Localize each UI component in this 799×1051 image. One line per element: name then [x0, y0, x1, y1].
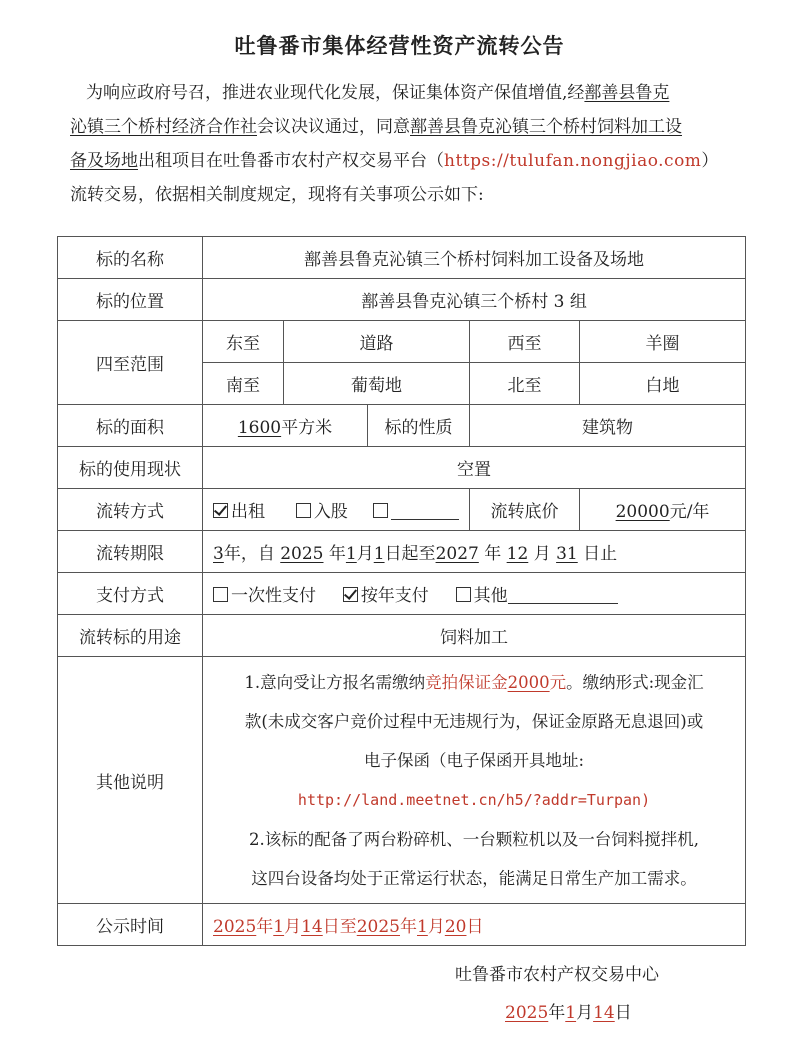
- term-text: 月: [356, 544, 374, 564]
- term-text: 日止: [583, 544, 618, 564]
- note-text: 1.意向受让方报名需缴纳: [244, 672, 426, 692]
- annual-label: 按年支付: [360, 586, 429, 606]
- deposit-unit: 元: [549, 672, 567, 692]
- cell-label: 流转标的用途: [58, 615, 203, 657]
- other-pay-label: 其他: [473, 586, 508, 606]
- cell-label: 标的使用现状: [58, 447, 203, 489]
- rent-checkbox[interactable]: [213, 503, 228, 518]
- cell-label: 流转底价: [470, 489, 580, 531]
- price-number: 20000: [615, 502, 670, 522]
- intro-paragraph: [70, 76, 770, 212]
- pub-text: 月: [427, 917, 445, 937]
- other-pay-blank[interactable]: [508, 585, 618, 604]
- platform-link[interactable]: https://tulufan.nongjiao.com: [444, 151, 702, 171]
- term-end-day: 31: [556, 544, 578, 564]
- intro-text: 为响应政府号召，推进农业现代化发展，保证集体资产保值增值,经: [86, 83, 585, 103]
- notes-cell: [203, 657, 746, 904]
- term-end-year: 2027: [435, 544, 479, 564]
- mode-options: [203, 489, 470, 531]
- term-start-month: 1: [345, 544, 357, 564]
- cell-value: [203, 405, 368, 447]
- cell-label: 支付方式: [58, 573, 203, 615]
- lump-sum-checkbox[interactable]: [213, 587, 228, 602]
- other-pay-checkbox[interactable]: [456, 587, 471, 602]
- cell-value: 鄯善县鲁克沁镇三个桥村饲料加工设备及场地: [203, 237, 746, 279]
- date-text: 月: [576, 1003, 594, 1023]
- deposit-amount: 2000: [507, 672, 550, 692]
- table-row: [58, 573, 746, 615]
- date-text: 日: [614, 1003, 632, 1023]
- guarantee-link[interactable]: http://land.meetnet.cn/h5/?addr=Turpan): [297, 790, 651, 809]
- term-value: [203, 531, 746, 573]
- term-text: 年，自: [223, 544, 275, 564]
- cell-value: 白地: [580, 363, 746, 405]
- table-row: [58, 904, 746, 946]
- note-text: 电子保函（电子保函开具地址:: [364, 750, 585, 770]
- pub-start-year: 2025: [213, 917, 257, 937]
- cell-label: 流转期限: [58, 531, 203, 573]
- cell-label: 标的面积: [58, 405, 203, 447]
- issue-date: [505, 998, 632, 1023]
- issue-year: 2025: [505, 1003, 549, 1023]
- cell-value: [580, 489, 746, 531]
- cell-value: 鄯善县鲁克沁镇三个桥村 3 组: [203, 279, 746, 321]
- table-row: [58, 657, 746, 904]
- pay-options: [203, 573, 746, 615]
- pub-end-day: 20: [444, 917, 467, 937]
- note-text: 款(未成交客户竞价过程中无违规行为，保证金原路无息退回)或: [244, 711, 704, 731]
- table-row: [58, 237, 746, 279]
- pub-start-day: 14: [301, 917, 323, 937]
- term-start-year: 2025: [280, 544, 324, 564]
- pub-text: 年: [256, 917, 274, 937]
- term-start-day: 1: [373, 544, 385, 564]
- intro-text: 出租项目在吐鲁番市农村产权交易平台（: [138, 151, 444, 171]
- pub-start-month: 1: [273, 917, 285, 937]
- cell-value: 羊圈: [580, 321, 746, 363]
- issue-month: 1: [565, 1003, 577, 1023]
- cell-label: 公示时间: [58, 904, 203, 946]
- pub-text: 日: [466, 917, 484, 937]
- cell-label: 标的性质: [368, 405, 470, 447]
- issuing-organization: 吐鲁番市农村产权交易中心: [455, 965, 659, 985]
- deposit-label: 竞拍保证金: [425, 672, 508, 692]
- cell-label: 流转方式: [58, 489, 203, 531]
- area-unit: 平方米: [281, 418, 333, 438]
- intro-text: 会议决议通过，同意: [257, 117, 410, 137]
- cell-label: 其他说明: [58, 657, 203, 904]
- cell-value: 葡萄地: [284, 363, 470, 405]
- cell-value: 空置: [203, 447, 746, 489]
- cell-label: 标的位置: [58, 279, 203, 321]
- document-title: 吐鲁番市集体经营性资产流转公告: [234, 34, 565, 58]
- other-mode-checkbox[interactable]: [373, 503, 388, 518]
- note-text: 2.该标的配备了两台粉碎机、一台颗粒机以及一台饲料搅拌机,: [249, 829, 700, 849]
- cell-label: 北至: [470, 363, 580, 405]
- issue-day: 14: [593, 1003, 615, 1023]
- pub-text: 年: [400, 917, 417, 937]
- table-row: [58, 615, 746, 657]
- table-row: [58, 531, 746, 573]
- other-mode-blank[interactable]: [391, 501, 459, 520]
- lump-sum-label: 一次性支付: [231, 586, 316, 606]
- publish-period: [203, 904, 746, 946]
- cell-label: 标的名称: [58, 237, 203, 279]
- term-years: 3: [213, 544, 224, 564]
- pub-text: 日至: [322, 917, 357, 937]
- cell-label: 南至: [203, 363, 284, 405]
- intro-project-cont: 备及场地: [70, 151, 138, 171]
- term-text: 月: [533, 544, 551, 564]
- table-row: [58, 405, 746, 447]
- pub-end-month: 1: [417, 917, 428, 937]
- price-unit: 元/年: [669, 502, 710, 522]
- date-text: 年: [548, 1003, 566, 1023]
- term-text: 日起至: [384, 544, 436, 564]
- cell-label: 西至: [470, 321, 580, 363]
- intro-org: 鄯善县鲁克: [584, 83, 670, 103]
- annual-checkbox[interactable]: [343, 587, 358, 602]
- term-end-month: 12: [506, 544, 529, 564]
- intro-project: 鄯善县鲁克沁镇三个桥村饲料加工设: [410, 117, 682, 137]
- intro-org-cont: 沁镇三个桥村经济合作社: [70, 117, 257, 137]
- equity-checkbox[interactable]: [296, 503, 311, 518]
- intro-text: ）: [701, 151, 719, 171]
- intro-text: 流转交易，依据相关制度规定，现将有关事项公示如下:: [70, 185, 484, 205]
- rent-label: 出租: [231, 502, 265, 522]
- term-text: 年: [328, 544, 346, 564]
- area-number: 1600: [237, 418, 282, 438]
- term-text: 年: [484, 544, 502, 564]
- note-text: 这四台设备均处于正常运行状态，能满足日常生产加工需求。: [251, 868, 697, 888]
- pub-end-year: 2025: [356, 917, 400, 937]
- table-row: [58, 279, 746, 321]
- cell-value: 道路: [284, 321, 470, 363]
- cell-label: 东至: [203, 321, 284, 363]
- info-table: [57, 236, 746, 946]
- cell-label: 四至范围: [58, 321, 203, 405]
- cell-value: 建筑物: [470, 405, 746, 447]
- equity-label: 入股: [313, 502, 348, 522]
- note-text: 。缴纳形式:现金汇: [566, 672, 704, 692]
- pub-text: 月: [284, 917, 302, 937]
- table-row: [58, 489, 746, 531]
- cell-value: 饲料加工: [203, 615, 746, 657]
- table-row: [58, 321, 746, 363]
- table-row: [58, 447, 746, 489]
